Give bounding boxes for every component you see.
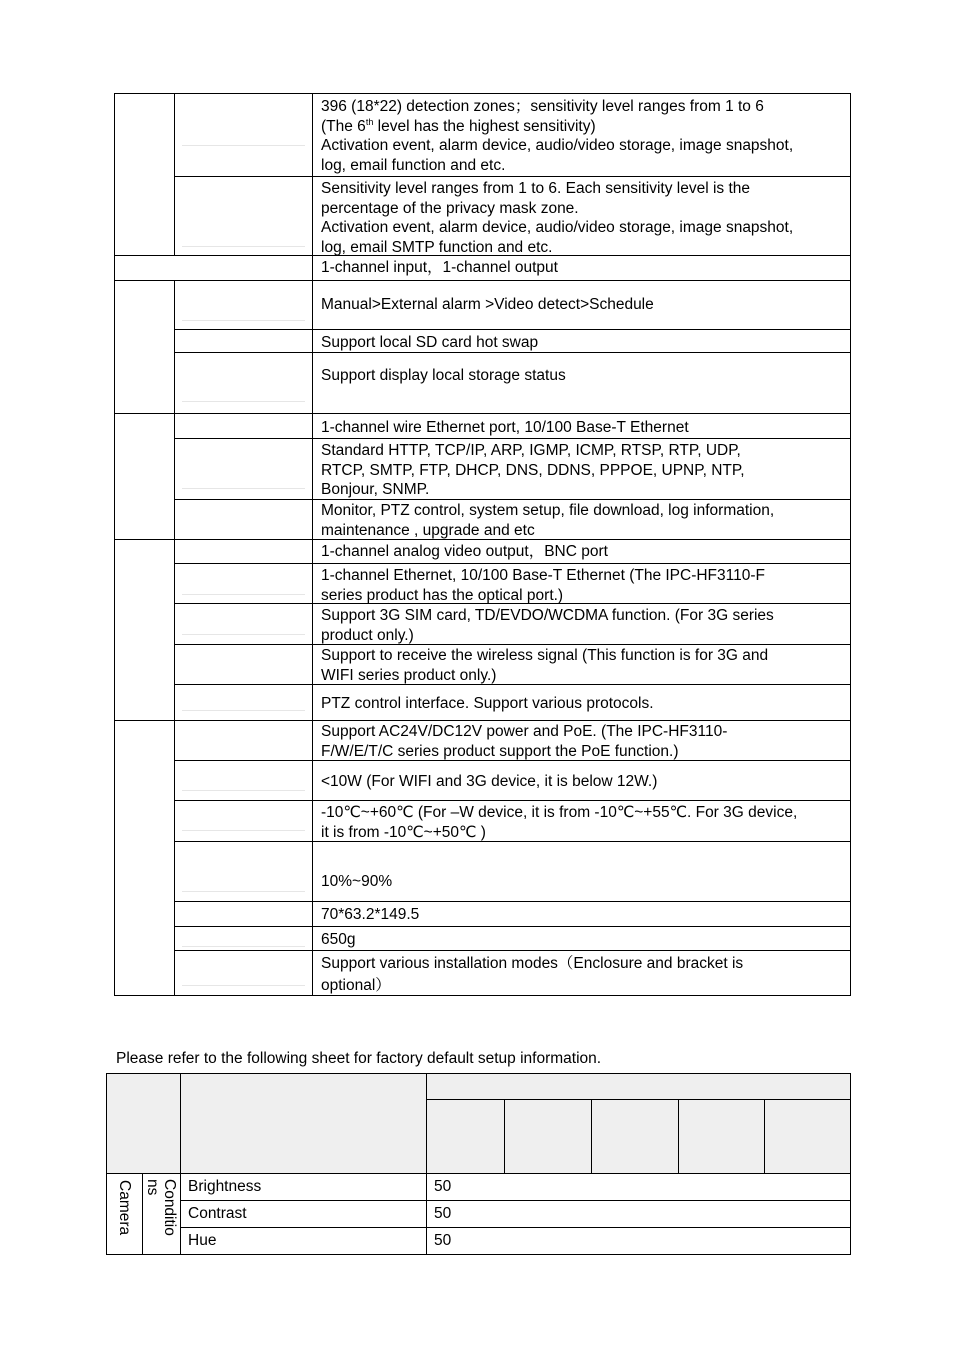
header-cell-bg: [592, 1100, 678, 1173]
faint-rule: [182, 145, 305, 146]
param-value: 50: [434, 1232, 452, 1249]
param-value: 50: [434, 1205, 452, 1222]
defaults-table-bottom-border: [106, 1254, 851, 1255]
spec-table-bottom-border: [114, 995, 851, 996]
spec-value-line: Activation event, alarm device, audio/video storage, image snapshot,: [321, 219, 794, 236]
header-cell-bg: [181, 1074, 426, 1173]
value-column-rule: [426, 1073, 427, 1255]
header-sub-rule: [426, 1099, 851, 1100]
spec-table-left-border: [114, 93, 115, 996]
spec-value-line: it is from -10℃~+50℃ ): [321, 823, 486, 841]
spec-value-line: 10%~90%: [321, 873, 393, 890]
spec-value-line: Manual>External alarm >Video detect>Schedule: [321, 296, 654, 313]
group-column-rule: [174, 280, 175, 996]
spec-value-line: Support to receive the wireless signal (This function is for 3G and: [321, 647, 769, 664]
row-rule: [174, 684, 851, 685]
spec-value-line: (The 6th level has the highest sensitivity): [321, 116, 596, 135]
header-cell-bg: [765, 1100, 850, 1173]
spec-table-right-border: [850, 93, 851, 996]
faint-rule: [182, 790, 305, 791]
header-cell-bg: [679, 1100, 764, 1173]
spec-value-line: Activation event, alarm device, audio/video storage, image snapshot,: [321, 137, 794, 154]
value-column-rule: [312, 93, 313, 996]
spec-value-line: RTCP, SMTP, FTP, DHCP, DNS, DDNS, PPPOE, UPNP, NTP,: [321, 461, 745, 479]
row-rule: [174, 901, 851, 902]
spec-value-line: Monitor, PTZ control, system setup, file download, log information,: [321, 502, 775, 519]
faint-rule: [182, 985, 305, 986]
spec-value-line: Support display local storage status: [321, 367, 566, 384]
row-rule: [174, 800, 851, 801]
spec-value-line: -10℃~+60℃ (For –W device, it is from -10℃~+55℃. For 3G device,: [321, 804, 798, 821]
intro-text: Please refer to the following sheet for factory default setup information.: [116, 1050, 602, 1067]
spec-value-line: 70*63.2*149.5: [321, 906, 420, 923]
header-cell-bg: [505, 1100, 591, 1173]
faint-rule: [182, 594, 305, 595]
faint-rule: [182, 488, 305, 489]
header-sub-column-rule: [764, 1099, 765, 1173]
faint-rule: [182, 320, 305, 321]
spec-value-line: Bonjour, SNMP.: [321, 481, 430, 498]
faint-rule: [182, 891, 305, 892]
spec-value-line: 1-channel analog video output，BNC port: [321, 543, 608, 560]
faint-rule: [182, 401, 305, 402]
spec-value-line: WIFI series product only.): [321, 666, 497, 684]
header-cell-bg: [427, 1074, 850, 1099]
faint-rule: [182, 710, 305, 711]
spec-value-line: optional）: [321, 977, 391, 994]
param-name: Brightness: [188, 1178, 262, 1195]
spec-table-top-border: [114, 93, 851, 94]
spec-value-line: series product has the optical port.): [321, 586, 564, 604]
spec-value-line: 1-channel input，1-channel output: [321, 259, 558, 276]
row-rule: [174, 563, 851, 564]
header-sub-column-rule: [678, 1099, 679, 1173]
spec-value-line: maintenance , upgrade and etc: [321, 521, 535, 539]
row-rule: [174, 950, 851, 951]
faint-rule: [182, 946, 305, 947]
spec-value-line: Sensitivity level ranges from 1 to 6. Each sensitivity level is the: [321, 180, 751, 197]
spec-value-line: 1-channel wire Ethernet port, 10/100 Base-T Ethernet: [321, 419, 689, 436]
spec-value-line: F/W/E/T/C series product support the PoE function.): [321, 743, 679, 760]
spec-value-line: percentage of the privacy mask zone.: [321, 199, 579, 217]
group-label-camera: Camera: [116, 1180, 133, 1236]
superscript: th: [365, 116, 374, 127]
row-rule: [174, 176, 851, 177]
row-rule: [174, 438, 851, 439]
header-sub-column-rule: [591, 1099, 592, 1173]
row-rule: [174, 926, 851, 927]
group-label-conditions: Conditions: [144, 1179, 178, 1236]
header-cell-bg: [427, 1100, 504, 1173]
spec-value-line: 396 (18*22) detection zones；sensitivity level ranges from 1 to 6: [321, 98, 764, 115]
spec-value-line: 1-channel Ethernet, 10/100 Base-T Ethernet (The IPC-HF3110-F: [321, 567, 765, 584]
row-rule: [174, 841, 851, 842]
spec-value-line: <10W (For WIFI and 3G device, it is below 12W.): [321, 773, 658, 790]
faint-rule: [182, 634, 305, 635]
faint-rule: [182, 246, 305, 247]
param-name: Hue: [188, 1232, 217, 1249]
spec-value-line: Support local SD card hot swap: [321, 334, 539, 351]
spec-value-line: product only.): [321, 626, 414, 644]
param-name: Contrast: [188, 1205, 247, 1222]
faint-rule: [182, 830, 305, 831]
group-rule: [114, 413, 851, 414]
spec-value-line: Support AC24V/DC12V power and PoE. (The IPC-HF3110-: [321, 723, 728, 740]
spec-value-line: log, email function and etc.: [321, 156, 506, 174]
param-value: 50: [434, 1178, 452, 1195]
spec-value-line: 650g: [321, 931, 356, 948]
spec-value-line: Support various installation modes（Enclosure and bracket is: [321, 955, 744, 972]
defaults-table-right-border: [850, 1073, 851, 1255]
header-bottom-rule: [106, 1173, 851, 1174]
defaults-table-left-border: [106, 1073, 107, 1255]
row-rule: [180, 1200, 851, 1201]
spec-value-line: Support 3G SIM card, TD/EVDO/WCDMA function. (For 3G series: [321, 607, 774, 624]
group-rule: [114, 280, 851, 281]
spec-value-line: log, email SMTP function and etc.: [321, 238, 553, 256]
spec-value-line: PTZ control interface. Support various protocols.: [321, 695, 654, 712]
header-sub-column-rule: [504, 1099, 505, 1173]
param-column-rule: [180, 1073, 181, 1255]
row-rule: [180, 1227, 851, 1228]
row-rule: [174, 329, 851, 330]
defaults-table-top-border: [106, 1073, 851, 1074]
spec-value-line: Standard HTTP, TCP/IP, ARP, IGMP, ICMP, RTSP, RTP, UDP,: [321, 442, 741, 459]
group-column-rule: [174, 93, 175, 255]
header-cell-bg: [107, 1074, 180, 1173]
